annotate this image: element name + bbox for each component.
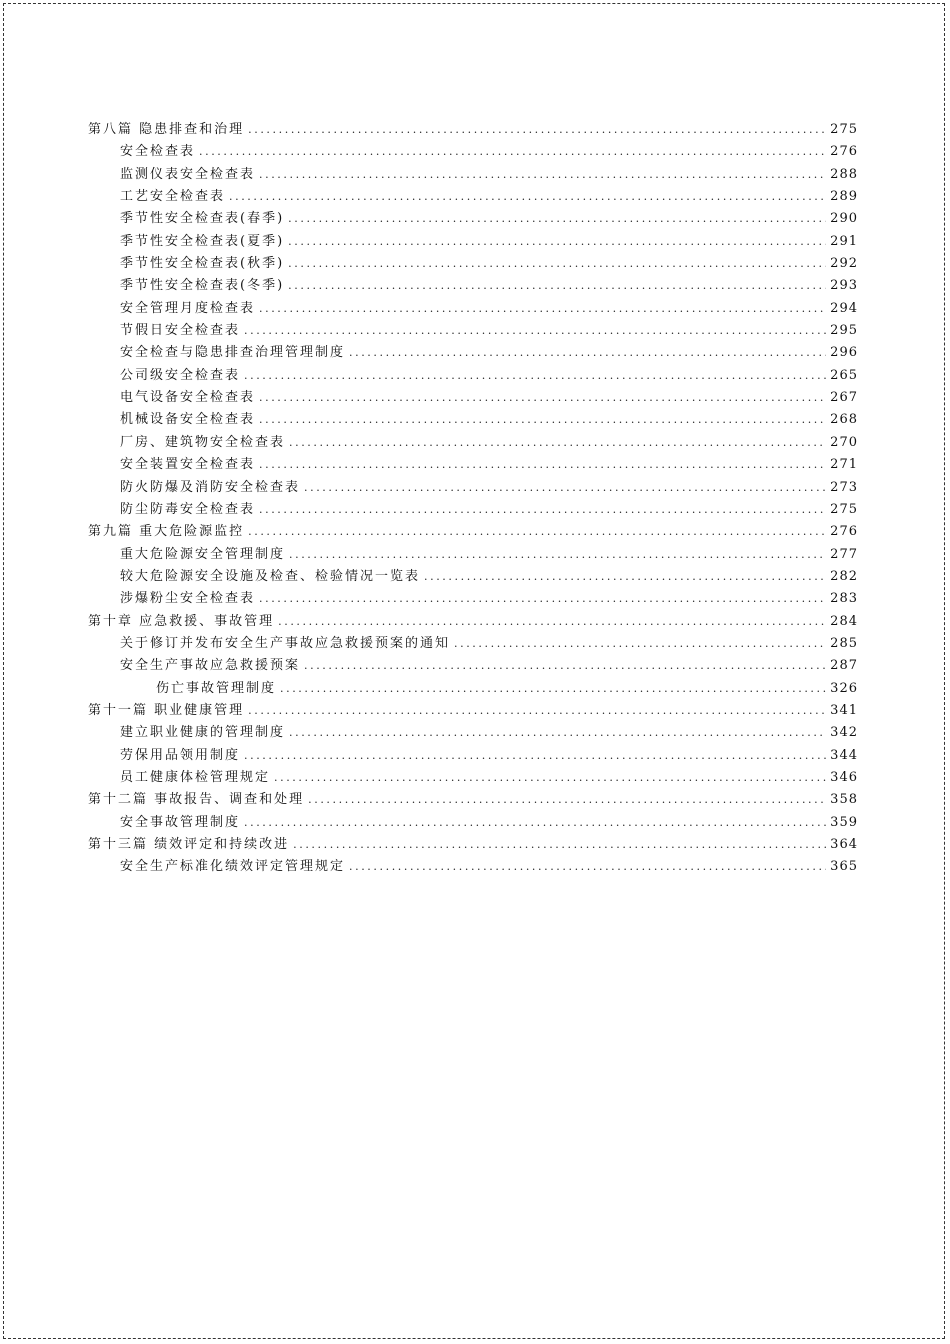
toc-dot-leader bbox=[278, 615, 826, 628]
toc-entry[interactable] bbox=[88, 386, 858, 408]
toc-entry[interactable] bbox=[88, 766, 858, 788]
toc-page-number: 346 bbox=[830, 769, 858, 785]
toc-entry-title: 季节性安全检查表(冬季) bbox=[120, 278, 285, 294]
toc-chapter-entry[interactable] bbox=[88, 118, 858, 140]
toc-page-number: 295 bbox=[830, 323, 858, 339]
toc-entry-title: 安全生产事故应急救援预案 bbox=[120, 658, 301, 674]
toc-entry[interactable] bbox=[88, 654, 858, 676]
toc-entry[interactable] bbox=[88, 230, 858, 252]
toc-entry-title: 安全管理月度检查表 bbox=[120, 300, 256, 316]
toc-dot-leader bbox=[304, 481, 826, 494]
toc-entry[interactable] bbox=[88, 476, 858, 498]
toc-page-number: 291 bbox=[830, 233, 858, 249]
toc-entry-title: 季节性安全检查表(秋季) bbox=[120, 256, 285, 272]
toc-entry[interactable] bbox=[88, 408, 858, 430]
toc-page-number: 296 bbox=[830, 345, 858, 361]
toc-dot-leader bbox=[248, 525, 826, 538]
toc-page-number: 290 bbox=[830, 211, 858, 227]
toc-page-number: 292 bbox=[830, 256, 858, 272]
toc-dot-leader bbox=[259, 413, 826, 426]
toc-entry-title: 安全检查与隐患排查治理管理制度 bbox=[120, 345, 346, 361]
toc-dot-leader bbox=[259, 391, 826, 404]
toc-entry-title: 季节性安全检查表(夏季) bbox=[120, 233, 285, 249]
table-of-contents bbox=[88, 118, 858, 878]
toc-dot-leader bbox=[349, 860, 826, 873]
toc-entry-title: 伤亡事故管理制度 bbox=[156, 680, 277, 696]
toc-page-number: 341 bbox=[830, 702, 858, 718]
toc-dot-leader bbox=[288, 257, 826, 270]
toc-entry-title: 第十章 应急救援、事故管理 bbox=[88, 613, 275, 629]
toc-dot-leader bbox=[288, 212, 826, 225]
toc-entry-title: 安全事故管理制度 bbox=[120, 814, 241, 830]
toc-page-number: 267 bbox=[830, 390, 858, 406]
toc-dot-leader bbox=[280, 682, 826, 695]
toc-chapter-entry[interactable] bbox=[88, 833, 858, 855]
toc-page-number: 276 bbox=[830, 524, 858, 540]
toc-page-number: 288 bbox=[830, 166, 858, 182]
toc-page-number: 358 bbox=[830, 792, 858, 808]
toc-page-number: 342 bbox=[830, 725, 858, 741]
toc-entry-title: 电气设备安全检查表 bbox=[120, 390, 256, 406]
toc-page-number: 289 bbox=[830, 189, 858, 205]
toc-entry-title: 建立职业健康的管理制度 bbox=[120, 725, 286, 741]
toc-entry-title: 关于修订并发布安全生产事故应急救援预案的通知 bbox=[120, 635, 451, 651]
toc-entry[interactable] bbox=[88, 297, 858, 319]
toc-page-number: 293 bbox=[830, 278, 858, 294]
toc-entry[interactable] bbox=[88, 855, 858, 877]
toc-dot-leader bbox=[288, 279, 826, 292]
toc-dot-leader bbox=[244, 816, 826, 829]
toc-entry-title: 节假日安全检查表 bbox=[120, 323, 241, 339]
toc-entry-title: 厂房、建筑物安全检查表 bbox=[120, 434, 286, 450]
toc-page-number: 268 bbox=[830, 412, 858, 428]
toc-entry-title: 劳保用品领用制度 bbox=[120, 747, 241, 763]
toc-entry[interactable] bbox=[88, 207, 858, 229]
toc-entry[interactable] bbox=[88, 341, 858, 363]
toc-page-number: 265 bbox=[830, 367, 858, 383]
toc-dot-leader bbox=[289, 726, 826, 739]
toc-page-number: 270 bbox=[830, 434, 858, 450]
toc-entry[interactable] bbox=[88, 319, 858, 341]
toc-dot-leader bbox=[424, 570, 826, 583]
toc-entry-title: 工艺安全检查表 bbox=[120, 189, 226, 205]
toc-page-number: 326 bbox=[830, 680, 858, 696]
toc-entry-title: 防尘防毒安全检查表 bbox=[120, 501, 256, 517]
toc-entry[interactable] bbox=[88, 140, 858, 162]
toc-dot-leader bbox=[259, 592, 826, 605]
toc-page-number: 294 bbox=[830, 300, 858, 316]
toc-page-number: 276 bbox=[830, 144, 858, 160]
toc-entry-title: 较大危险源安全设施及检查、检验情况一览表 bbox=[120, 568, 421, 584]
toc-dot-leader bbox=[259, 302, 826, 315]
toc-entry[interactable] bbox=[88, 721, 858, 743]
toc-dot-leader bbox=[259, 458, 826, 471]
toc-dot-leader bbox=[248, 123, 826, 136]
toc-entry[interactable] bbox=[88, 163, 858, 185]
toc-page-number: 271 bbox=[830, 457, 858, 473]
toc-dot-leader bbox=[289, 436, 826, 449]
toc-entry[interactable] bbox=[88, 565, 858, 587]
toc-entry[interactable] bbox=[88, 431, 858, 453]
toc-page-number: 287 bbox=[830, 658, 858, 674]
toc-dot-leader bbox=[308, 793, 826, 806]
toc-entry[interactable] bbox=[88, 543, 858, 565]
toc-entry-title: 公司级安全检查表 bbox=[120, 367, 241, 383]
toc-entry[interactable] bbox=[88, 364, 858, 386]
toc-chapter-entry[interactable] bbox=[88, 788, 858, 810]
toc-page-number: 275 bbox=[830, 122, 858, 137]
toc-dot-leader bbox=[244, 749, 826, 762]
toc-chapter-entry[interactable] bbox=[88, 699, 858, 721]
toc-dot-leader bbox=[289, 548, 826, 561]
toc-page-number: 285 bbox=[830, 635, 858, 651]
toc-dot-leader bbox=[248, 704, 826, 717]
toc-entry[interactable] bbox=[88, 744, 858, 766]
toc-entry-title: 安全生产标准化绩效评定管理规定 bbox=[120, 859, 346, 875]
toc-entry[interactable] bbox=[88, 587, 858, 609]
toc-dot-leader bbox=[259, 168, 826, 181]
toc-page-number: 273 bbox=[830, 479, 858, 495]
toc-entry-title: 第十二篇 事故报告、调查和处理 bbox=[88, 792, 305, 808]
toc-entry[interactable] bbox=[88, 632, 858, 654]
toc-page-number: 275 bbox=[830, 501, 858, 517]
toc-dot-leader bbox=[293, 838, 826, 851]
toc-entry-title: 安全检查表 bbox=[120, 144, 196, 160]
toc-dot-leader bbox=[304, 659, 826, 672]
toc-entry-title: 第九篇 重大危险源监控 bbox=[88, 524, 245, 540]
toc-page-number: 359 bbox=[830, 814, 858, 830]
toc-dot-leader bbox=[454, 637, 826, 650]
toc-entry-title: 监测仪表安全检查表 bbox=[120, 166, 256, 182]
toc-page-number: 283 bbox=[830, 591, 858, 607]
toc-page-number: 284 bbox=[830, 613, 858, 629]
toc-entry[interactable] bbox=[88, 498, 858, 520]
toc-entry[interactable] bbox=[88, 185, 858, 207]
toc-entry-title: 机械设备安全检查表 bbox=[120, 412, 256, 428]
toc-entry[interactable] bbox=[88, 677, 858, 699]
toc-page-number: 365 bbox=[830, 859, 858, 875]
toc-entry[interactable] bbox=[88, 252, 858, 274]
toc-dot-leader bbox=[244, 369, 826, 382]
toc-entry[interactable] bbox=[88, 811, 858, 833]
toc-entry-title: 涉爆粉尘安全检查表 bbox=[120, 591, 256, 607]
toc-chapter-entry[interactable] bbox=[88, 610, 858, 632]
toc-dot-leader bbox=[244, 324, 826, 337]
toc-entry-title: 第十一篇 职业健康管理 bbox=[88, 702, 245, 718]
toc-page-number: 282 bbox=[830, 568, 858, 584]
toc-dot-leader bbox=[349, 346, 826, 359]
toc-entry-title: 员工健康体检管理规定 bbox=[120, 769, 271, 785]
toc-entry-title: 安全装置安全检查表 bbox=[120, 457, 256, 473]
toc-dot-leader bbox=[199, 145, 826, 158]
toc-dot-leader bbox=[274, 771, 826, 784]
toc-page-number: 344 bbox=[830, 747, 858, 763]
toc-entry-title: 防火防爆及消防安全检查表 bbox=[120, 479, 301, 495]
toc-entry-title: 第八篇 隐患排查和治理 bbox=[88, 122, 245, 137]
toc-chapter-entry[interactable] bbox=[88, 520, 858, 542]
toc-entry-title: 第十三篇 绩效评定和持续改进 bbox=[88, 837, 290, 852]
toc-dot-leader bbox=[288, 235, 826, 248]
toc-dot-leader bbox=[259, 503, 826, 516]
toc-entry-title: 重大危险源安全管理制度 bbox=[120, 546, 286, 562]
toc-entry[interactable] bbox=[88, 453, 858, 475]
toc-entry[interactable] bbox=[88, 274, 858, 296]
toc-dot-leader bbox=[229, 190, 826, 203]
toc-entry-title: 季节性安全检查表(春季) bbox=[120, 211, 285, 227]
toc-page-number: 277 bbox=[830, 546, 858, 562]
toc-page-number: 364 bbox=[830, 837, 858, 852]
